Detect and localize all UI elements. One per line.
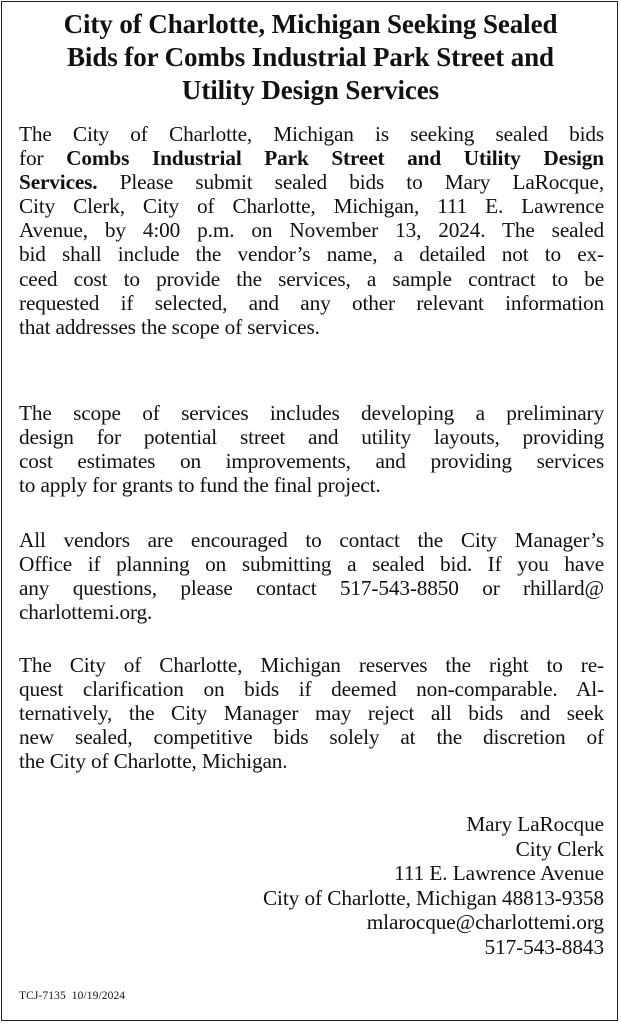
paragraph-line: to apply for grants to fund the final project.	[19, 473, 381, 498]
text-fragment: for	[19, 146, 67, 171]
paragraph-line: the City of Charlotte, Michigan.	[19, 749, 288, 774]
paragraph-line: The City of Charlotte, Michigan reserves the right to re-	[19, 653, 604, 677]
paragraph-line: any questions, please contact 517-543-8850 or rhillard@	[19, 576, 604, 601]
paragraph-reservation	[19, 653, 604, 773]
publication-code: TCJ-7135 10/19/2024	[19, 990, 126, 1002]
paragraph-line: cost estimates on improvements, and providing services	[19, 449, 604, 474]
project-name-bold-end: Services.	[19, 170, 98, 195]
paragraph-line: The scope of services includes developing a preliminary	[19, 401, 604, 425]
city-state-zip: City of Charlotte, Michigan 48813-9358	[262, 885, 604, 910]
paragraph-line: City Clerk, City of Charlotte, Michigan, 111 E. Lawrence	[19, 194, 604, 219]
paragraph-line: All vendors are encouraged to contact the City Manager’s	[19, 528, 604, 552]
paragraph-contact	[19, 528, 604, 624]
paragraph-bid-request	[19, 122, 604, 339]
notice-title	[0, 8, 621, 107]
paragraph-scope	[19, 401, 604, 497]
paragraph-line: requested if selected, and any other relevant information	[19, 290, 604, 315]
street-address: 111 E. Lawrence Avenue	[394, 861, 604, 886]
paragraph-line	[19, 170, 604, 194]
paragraph-line: Office if planning on submitting a sealed bid. If you have	[19, 552, 604, 577]
title-line-2: Bids for Combs Industrial Park Street and	[67, 42, 554, 72]
paragraph-line: Avenue, by 4:00 p.m. on November 13, 2024. The sealed	[19, 218, 604, 243]
paragraph-line: that addresses the scope of services.	[19, 314, 320, 339]
title-line-3: Utility Design Services	[181, 75, 440, 105]
email-address: mlarocque@charlottemi.org	[366, 910, 604, 935]
paragraph-line: ternatively, the City Manager may reject all bids and seek	[19, 701, 604, 726]
paragraph-line: quest clarification on bids if deemed non-comparable. Al-	[19, 677, 604, 702]
paragraph-line: design for potential street and utility layouts, providing	[19, 425, 604, 450]
signature-block	[263, 812, 604, 960]
paragraph-line: bid shall include the vendor’s name, a detailed not to ex-	[19, 242, 604, 267]
paragraph-line	[19, 146, 604, 170]
paragraph-line: new sealed, competitive bids solely at the discretion of	[19, 725, 604, 750]
paragraph-line: The City of Charlotte, Michigan is seeking sealed bids	[19, 122, 604, 146]
paragraph-line: charlottemi.org.	[19, 600, 153, 625]
project-name-bold: Combs Industrial Park Street and Utility Design	[66, 146, 604, 171]
phone-number: 517-543-8843	[484, 934, 604, 959]
signer-title: City Clerk	[515, 836, 604, 861]
title-line-1: City of Charlotte, Michigan Seeking Sealed	[63, 9, 558, 39]
signer-name: Mary LaRocque	[466, 812, 604, 836]
paragraph-line: ceed cost to provide the services, a sample contract to be	[19, 266, 604, 291]
text-fragment: Please submit sealed bids to Mary LaRocque,	[97, 170, 604, 195]
